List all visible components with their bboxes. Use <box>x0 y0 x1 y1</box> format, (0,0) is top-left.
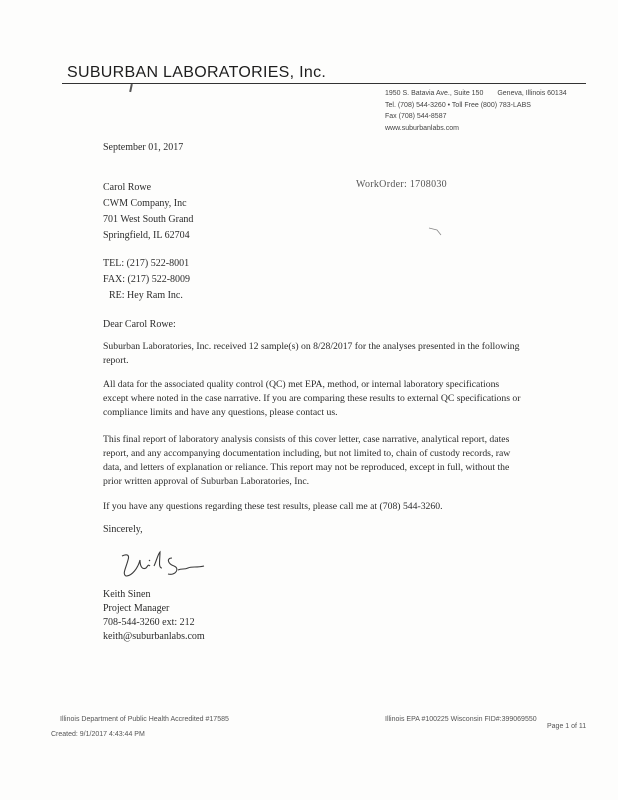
salutation: Dear Carol Rowe: <box>103 319 176 330</box>
body-paragraph: Suburban Laboratories, Inc. received 12 sample(s) on 8/28/2017 for the analyses presented in the following report. <box>103 341 520 366</box>
closing: Sincerely, <box>103 524 143 535</box>
recipient-city: Springfield, IL 62704 <box>103 230 190 241</box>
signer-name: Keith Sinen <box>103 589 151 600</box>
recipient-name: Carol Rowe <box>103 182 152 193</box>
contact-fax: Fax (708) 544-8587 <box>385 113 447 120</box>
signer-phone: 708-544-3260 ext: 212 <box>103 617 195 628</box>
recipient-tel: TEL: (217) 522-8001 <box>103 258 190 269</box>
recipient-company: CWM Company, Inc <box>103 198 187 209</box>
company-contact-block <box>385 88 567 134</box>
body-paragraph: All data for the associated quality control (QC) met EPA, method, or internal laboratory specifications except where noted in the case narrative. If you are comparing these results to external QC specifications or compliance limits and have any questions, please contact us. <box>103 379 521 418</box>
letter-date: September 01, 2017 <box>103 142 184 153</box>
body-paragraph: If you have any questions regarding these test results, please call me at (708) 544-3260. <box>103 501 443 512</box>
contact-tel: Tel. (708) 544-3260 • Toll Free (800) 783-LABS <box>385 101 531 109</box>
signature-block <box>103 588 205 644</box>
recipient-contact <box>103 256 190 304</box>
contact-address-line: 1950 S. Batavia Ave., Suite 150 Geneva, Illinois 60134 <box>385 90 567 97</box>
work-order: WorkOrder: 1708030 <box>356 179 447 190</box>
recipient-street: 701 West South Grand <box>103 214 194 225</box>
body-paragraph: This final report of laboratory analysis consists of this cover letter, case narrative, analytical report, dates report, and any accompanying documentation including, but not limited to, chain of custody records, raw data, and letters of explanation or reliance. This report may not be reproduced, except in full, without the prior written approval of Suburban Laboratories, Inc. <box>103 434 511 487</box>
letterhead-rule <box>62 83 586 84</box>
signer-title: Project Manager <box>103 603 170 614</box>
recipient-fax: FAX: (217) 522-8009 <box>103 274 191 285</box>
company-letterhead: SUBURBAN LABORATORIES, Inc. <box>67 64 327 81</box>
footer-accreditation-left: Illinois Department of Public Health Accredited #17585 <box>60 716 229 723</box>
stray-mark-icon <box>428 226 442 236</box>
footer-accreditation-right: Illinois EPA #100225 Wisconsin FID#:399069550 <box>385 716 537 723</box>
footer-created: Created: 9/1/2017 4:43:44 PM <box>51 731 145 738</box>
signer-email: keith@suburbanlabs.com <box>103 631 205 642</box>
letter-subject: RE: Hey Ram Inc. <box>109 290 183 301</box>
recipient-address <box>103 180 193 244</box>
page-number: Page 1 of 11 <box>547 723 587 730</box>
signature-image <box>118 546 213 580</box>
contact-web: www.suburbanlabs.com <box>385 124 459 132</box>
letterhead-mark <box>129 84 133 92</box>
